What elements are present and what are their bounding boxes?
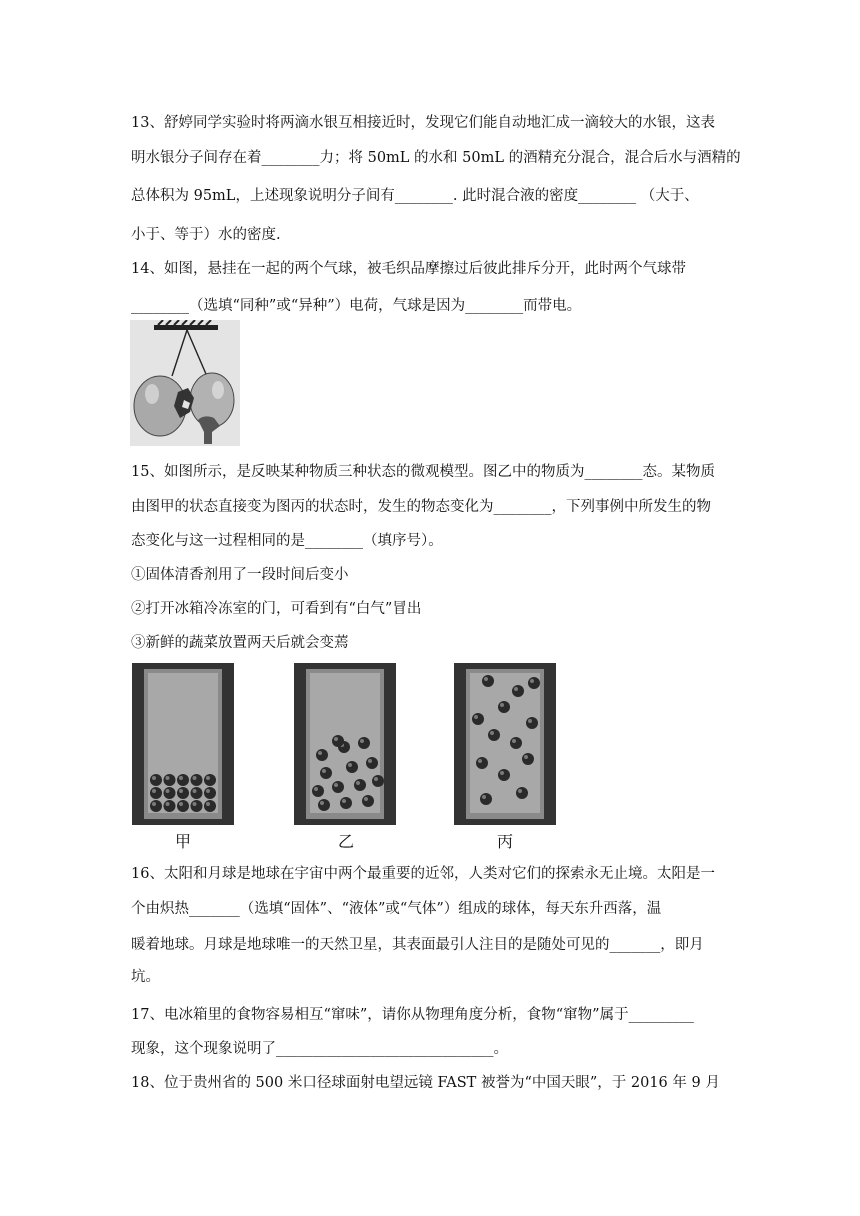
q16-line-3: 暖着地球。月球是地球唯一的天然卫星，其表面最引人注目的是随处可见的_______，即月 [131, 937, 704, 953]
particle [472, 713, 484, 725]
particle [164, 787, 176, 799]
particle-highlight [374, 777, 378, 781]
container-liquid-figure [294, 663, 396, 825]
q15-line-1: 15、如图所示，是反映某种物质三种状态的微观模型。图乙中的物质为________态。某物质 [131, 464, 715, 480]
particle [528, 677, 540, 689]
q13-line-2: 明水银分子间存在着________力；将 50mL 的水和 50mL 的酒精充分混合，混合后水与酒精的 [131, 150, 741, 166]
particle [204, 774, 216, 786]
particle-highlight [152, 802, 156, 806]
particle [366, 757, 378, 769]
particle [346, 761, 358, 773]
particle-highlight [152, 776, 156, 780]
particle-highlight [356, 781, 360, 785]
particle [340, 797, 352, 809]
particle [482, 675, 494, 687]
q16-line-1: 16、太阳和月球是地球在宇宙中两个最重要的近邻，人类对它们的探索永无止境。太阳是一 [131, 866, 715, 882]
particle-highlight [518, 789, 522, 793]
particle [362, 795, 374, 807]
particle-highlight [360, 739, 364, 743]
particle [476, 757, 488, 769]
particle-highlight [364, 797, 368, 801]
particle [320, 767, 332, 779]
container-gas-figure [454, 663, 556, 825]
q15-option-1: ①固体清香剂用了一段时间后变小 [131, 567, 349, 583]
particle [191, 774, 203, 786]
particle-highlight [193, 802, 197, 806]
particle-highlight [528, 719, 532, 723]
particle [372, 775, 384, 787]
particle [318, 799, 330, 811]
q13-line-1: 13、舒婷同学实验时将两滴水银互相接近时，发现它们能自动地汇成一滴较大的水银，这表 [131, 115, 715, 131]
particle [191, 800, 203, 812]
q16-line-2: 个由炽热_______（选填“固体”、“液体”或“气体”）组成的球体，每天东升西落，温 [131, 901, 662, 917]
particle-highlight [500, 703, 504, 707]
particle [510, 737, 522, 749]
particle [512, 685, 524, 697]
q17-line-2: 现象，这个现象说明了______________________________。 [131, 1041, 508, 1057]
particle-highlight [193, 776, 197, 780]
particle-highlight [490, 731, 494, 735]
particle-highlight [514, 687, 518, 691]
particle-highlight [320, 801, 324, 805]
particle-highlight [179, 776, 183, 780]
q18-line-1: 18、位于贵州省的 500 米口径球面射电望远镜 FAST 被誉为“中国天眼”，于 2016 年 9 月 [131, 1075, 720, 1091]
particle [150, 774, 162, 786]
particle [498, 701, 510, 713]
particle-highlight [206, 776, 210, 780]
particle [358, 737, 370, 749]
particle-highlight [524, 755, 528, 759]
particle [498, 769, 510, 781]
particle [488, 729, 500, 741]
particle [177, 774, 189, 786]
particle [177, 787, 189, 799]
particle [191, 787, 203, 799]
particle-highlight [166, 802, 170, 806]
particle-highlight [152, 789, 156, 793]
particle-highlight [478, 759, 482, 763]
q15-line-2: 由图甲的状态直接变为图丙的状态时，发生的物态变化为________，下列事例中所发生的物 [131, 499, 711, 515]
particle-highlight [322, 769, 326, 773]
q17-line-1: 17、电冰箱里的食物容易相互“窜味”，请你从物理角度分析，食物“窜物”属于_________ [131, 1007, 694, 1023]
q15-option-2: ②打开冰箱冷冻室的门，可看到有“白气”冒出 [131, 601, 422, 617]
q14-line-2: ________（选填“同种”或“异种”）电荷，气球是因为________而带电。 [131, 298, 582, 314]
particle-highlight [368, 759, 372, 763]
particle-highlight [530, 679, 534, 683]
particle [150, 800, 162, 812]
particle-highlight [484, 677, 488, 681]
balloons-figure [130, 320, 240, 446]
particle-highlight [179, 789, 183, 793]
q14-line-1: 14、如图，悬挂在一起的两个气球，被毛织品摩擦过后彼此排斥分开，此时两个气球带 [131, 261, 686, 277]
particle-highlight [348, 763, 352, 767]
particle-highlight [166, 789, 170, 793]
particle [312, 785, 324, 797]
q15-line-3: 态变化与这一过程相同的是________（填序号）。 [131, 533, 443, 549]
particle-highlight [193, 789, 197, 793]
particle-highlight [179, 802, 183, 806]
particle [204, 787, 216, 799]
q13-line-4: 小于、等于）水的密度. [131, 227, 281, 243]
particle [526, 717, 538, 729]
q13-line-3: 总体积为 95mL，上述现象说明分子间有________. 此时混合液的密度________ （大于、 [131, 188, 699, 204]
particle [332, 735, 344, 747]
particle [316, 749, 328, 761]
particle-highlight [474, 715, 478, 719]
label-jia: 甲 [175, 832, 192, 851]
label-yi: 乙 [338, 832, 355, 851]
container-solid-figure [132, 663, 234, 825]
particle-highlight [334, 737, 338, 741]
particle [150, 787, 162, 799]
particle-highlight [334, 783, 338, 787]
particle [480, 793, 492, 805]
particle-highlight [206, 789, 210, 793]
particle-highlight [512, 739, 516, 743]
q16-line-4: 坑。 [131, 969, 160, 985]
particle [204, 800, 216, 812]
particle [164, 774, 176, 786]
particle [522, 753, 534, 765]
particle-highlight [500, 771, 504, 775]
particle-highlight [318, 751, 322, 755]
particle [354, 779, 366, 791]
particle-highlight [166, 776, 170, 780]
particle-highlight [314, 787, 318, 791]
q15-option-3: ③新鲜的蔬菜放置两天后就会变蔫 [131, 635, 349, 651]
particle [177, 800, 189, 812]
particle [516, 787, 528, 799]
particle [332, 781, 344, 793]
particle [164, 800, 176, 812]
particle-highlight [342, 799, 346, 803]
particle-highlight [206, 802, 210, 806]
particle-highlight [482, 795, 486, 799]
label-bing: 丙 [497, 832, 514, 851]
